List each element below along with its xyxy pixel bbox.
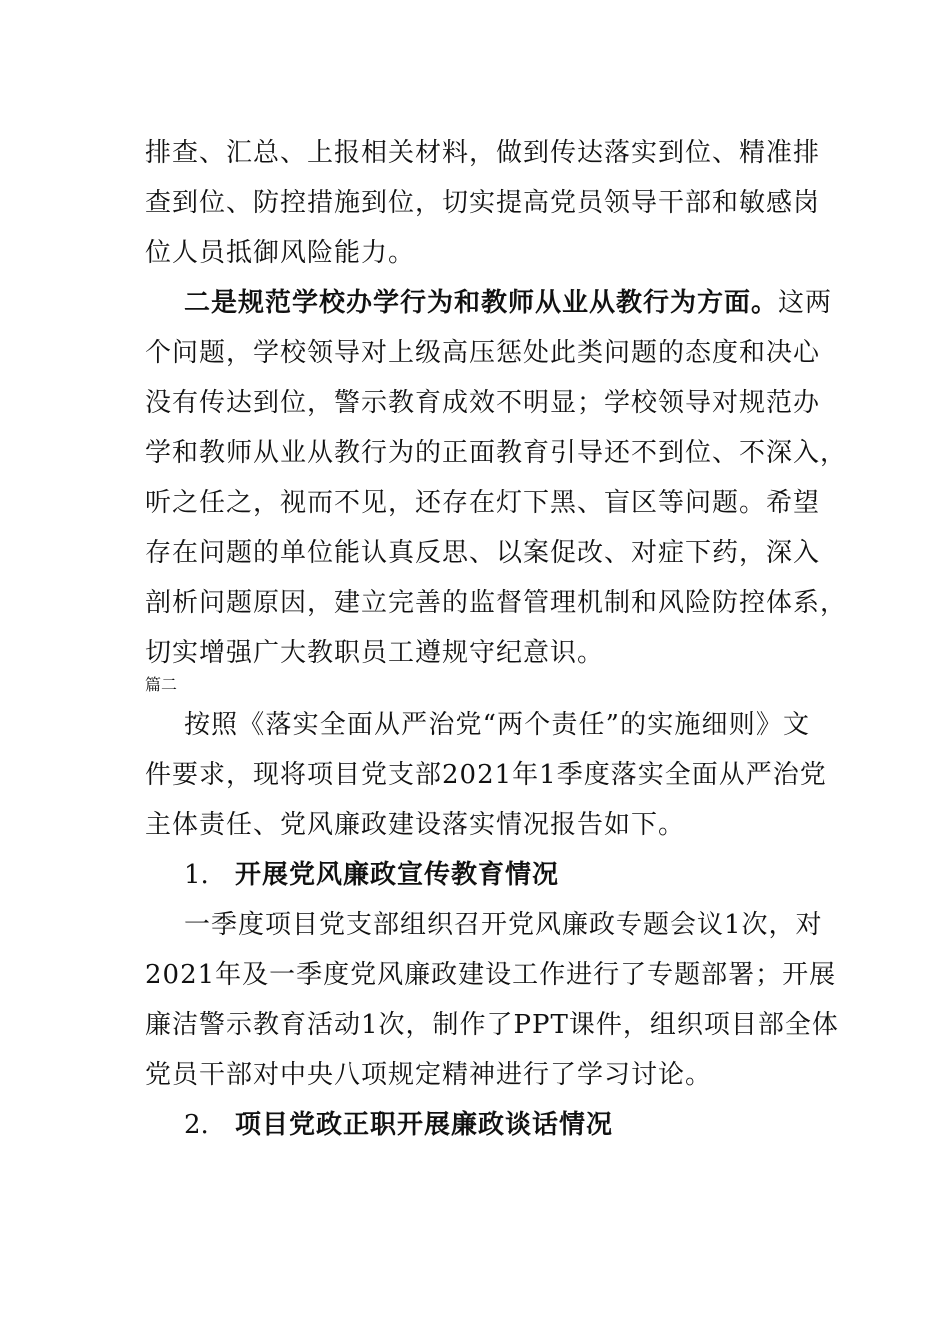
paragraph-line: 存在问题的单位能认真反思、以案促改、对症下药，深入	[145, 538, 821, 568]
paragraph-line: 主体责任、党风廉政建设落实情况报告如下。	[145, 810, 686, 840]
paragraph-line: 2021年及一季度党风廉政建设工作进行了专题部署；开展	[145, 960, 837, 990]
paragraph-line: 位人员抵御风险能力。	[145, 238, 416, 268]
section-label: 篇二	[145, 675, 178, 694]
paragraph-line: 党员干部对中央八项规定精神进行了学习讨论。	[145, 1060, 713, 1090]
paragraph-line: 个问题，学校领导对上级高压惩处此类问题的态度和决心	[145, 338, 821, 368]
paragraph-line: 听之任之，视而不见，还存在灯下黑、盲区等问题。希望	[145, 488, 821, 518]
paragraph-line: 件要求，现将项目党支部2021年1季度落实全面从严治党	[145, 760, 827, 790]
paragraph-first-line	[184, 278, 833, 328]
section-heading	[184, 1100, 810, 1150]
paragraph-first-line: 一季度项目党支部组织召开党风廉政专题会议1次，对	[184, 910, 823, 940]
section-heading	[184, 850, 810, 900]
paragraph-line: 廉洁警示教育活动1次，制作了PPT课件，组织项目部全体	[145, 1010, 839, 1040]
paragraph-line: 排查、汇总、上报相关材料，做到传达落实到位、精准排	[145, 138, 821, 168]
paragraph-line: 剖析问题原因，建立完善的监督管理机制和风险防控体系，	[145, 588, 848, 618]
heading-number: 1.	[184, 860, 209, 890]
bold-lead-text: 二是规范学校办学行为和教师从业从教行为方面。	[184, 288, 779, 318]
heading-text: 项目党政正职开展廉政谈话情况	[235, 1110, 614, 1140]
paragraph-line: 没有传达到位，警示教育成效不明显；学校领导对规范办	[145, 388, 821, 418]
heading-text: 开展党风廉政宣传教育情况	[235, 860, 560, 890]
paragraph-line: 学和教师从业从教行为的正面教育引导还不到位、不深入，	[145, 438, 848, 468]
paragraph-line: 切实增强广大教职员工遵规守纪意识。	[145, 638, 605, 668]
paragraph-line: 查到位、防控措施到位，切实提高党员领导干部和敏感岗	[145, 188, 821, 218]
paragraph-first-line: 按照《落实全面从严治党“两个责任”的实施细则》文	[184, 710, 810, 740]
heading-number: 2.	[184, 1110, 209, 1140]
lead-rest-text: 这两	[778, 288, 833, 318]
